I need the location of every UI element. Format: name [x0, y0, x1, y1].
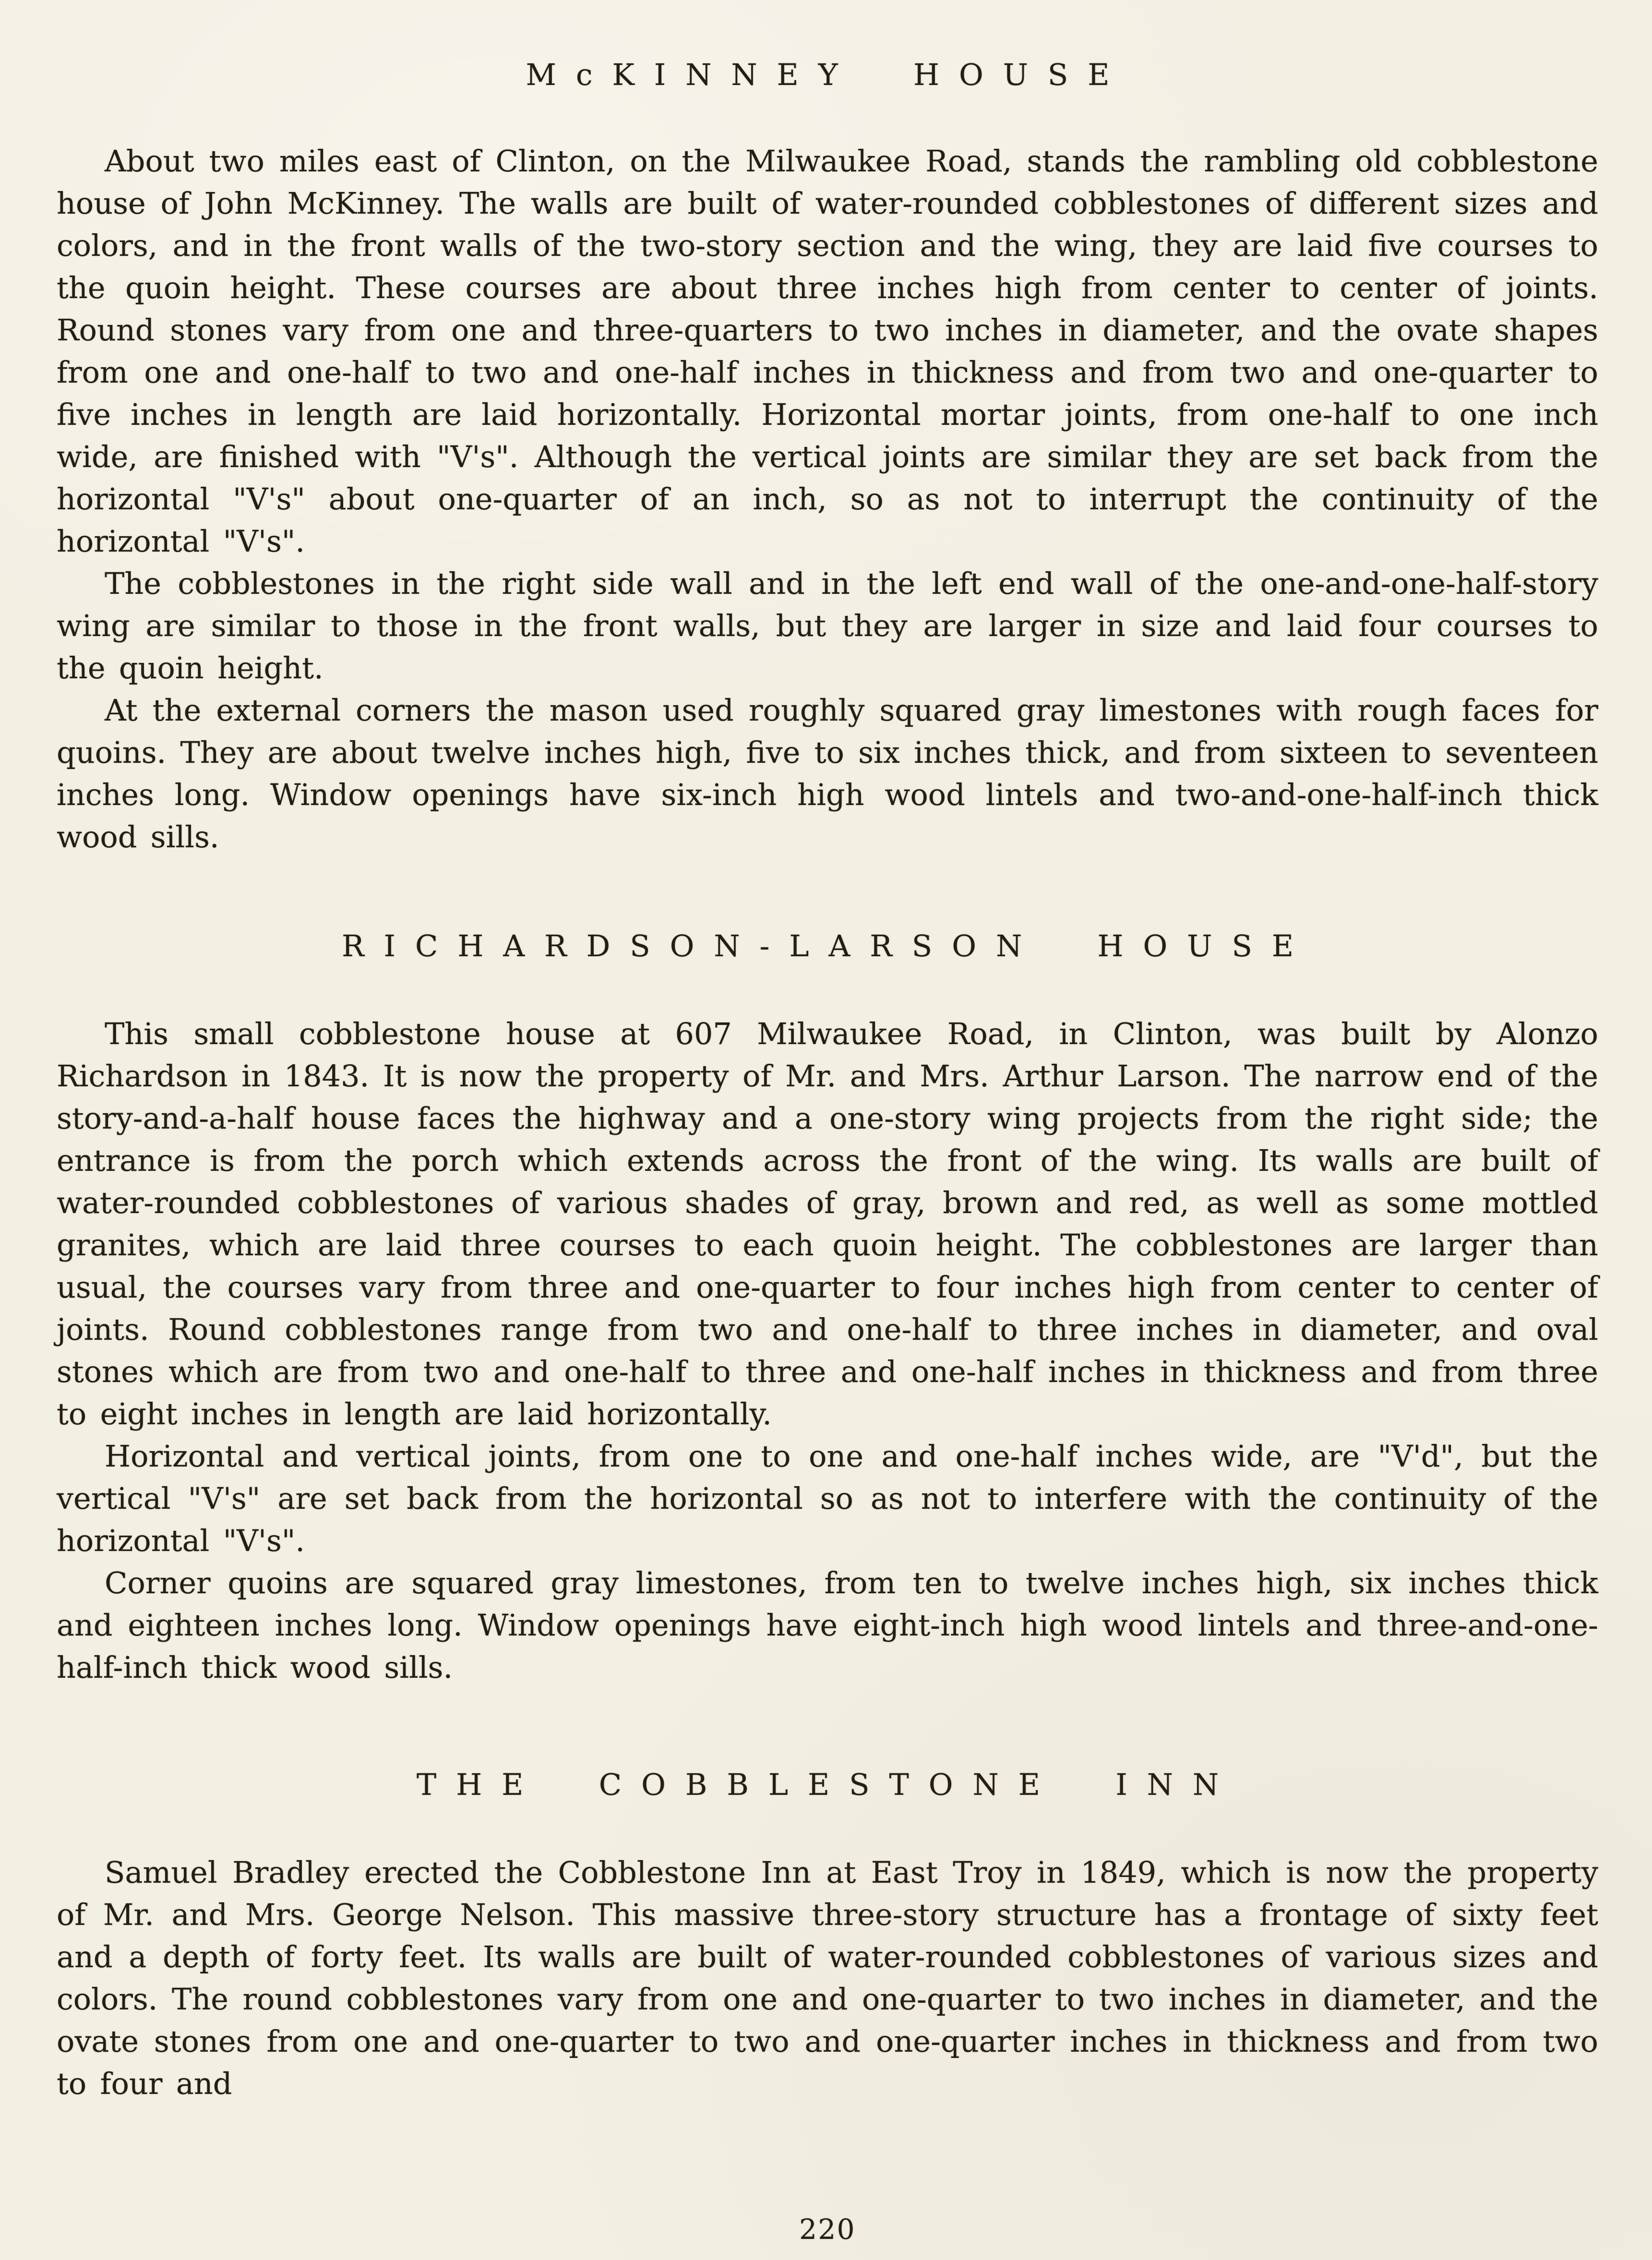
section-title-the-cobblestone-inn: THE COBBLESTONE INN	[416, 1767, 1239, 1802]
paragraph-mckinney-3: At the external corners the mason used roughly squared gray limestones with rough faces for quoins. They are about twelve inches high, five to six inches thick, and from sixteen to seventeen inches long. Window openings have six-inch high wood lintels and two-and-one-half-inch thick wood sills.	[57, 693, 1598, 854]
section-title-mckinney-house: McKINNEY HOUSE	[526, 57, 1129, 92]
paragraph-cobblestone-inn-1: Samuel Bradley erected the Cobblestone Inn at East Troy in 1849, which is now the property of Mr. and Mrs. George Nelson. This massive three-story structure has a frontage of sixty feet and a depth of forty feet. Its walls are built of water-rounded cobblestones of various sizes and colors. The round cobblestones vary from one and one-quarter to two inches in diameter, and the ovate stones from one and one-quarter to two and one-quarter inches in thickness and from two to four and	[57, 1855, 1598, 2101]
paragraph-mckinney-1: About two miles east of Clinton, on the Milwaukee Road, stands the rambling old cobblestone house of John McKinney. The walls are built of water-rounded cobblestones of different sizes and colors, and in the front walls of the two-story section and the wing, they are laid five courses to the quoin height. These courses are about three inches high from center to center of joints. Round stones vary from one and three-quarters to two inches in diameter, and the ovate shapes from one and one-half to two and one-half inches in thickness and from two and one-quarter to five inches in length are laid horizontally. Horizontal mortar joints, from one-half to one inch wide, are finished with "V's". Although the vertical joints are similar they are set back from the horizontal "V's" about one-quarter of an inch, so as not to interrupt the continuity of the horizontal "V's".	[57, 144, 1598, 559]
section-title-richardson-larson-house: RICHARDSON-LARSON HOUSE	[341, 928, 1314, 963]
paragraph-richardson-larson-3: Corner quoins are squared gray limestones, from ten to twelve inches high, six inches thick and eighteen inches long. Window openings have eight-inch high wood lintels and three-and-one-half-inch thick wood sills.	[57, 1565, 1598, 1685]
page-number: 220	[799, 2213, 856, 2246]
paragraph-richardson-larson-1: This small cobblestone house at 607 Milwaukee Road, in Clinton, was built by Alonzo Richardson in 1843. It is now the property of Mr. and Mrs. Arthur Larson. The narrow end of the story-and-a-half house faces the highway and a one-story wing projects from the right side; the entrance is from the porch which extends across the front of the wing. Its walls are built of water-rounded cobblestones of various shades of gray, brown and red, as well as some mottled granites, which are laid three courses to each quoin height. The cobblestones are larger than usual, the courses vary from three and one-quarter to four inches high from center to center of joints. Round cobblestones range from two and one-half to three inches in diameter, and oval stones which are from two and one-half to three and one-half inches in thickness and from three to eight inches in length are laid horizontally.	[57, 1016, 1598, 1431]
paragraph-mckinney-2: The cobblestones in the right side wall and in the left end wall of the one-and-one-half-story wing are similar to those in the front walls, but they are larger in size and laid four courses to the quoin height.	[57, 566, 1598, 685]
paragraph-richardson-larson-2: Horizontal and vertical joints, from one to one and one-half inches wide, are "V'd", but the vertical "V's" are set back from the horizontal so as not to interfere with the continuity of the horizontal "V's".	[57, 1439, 1598, 1558]
